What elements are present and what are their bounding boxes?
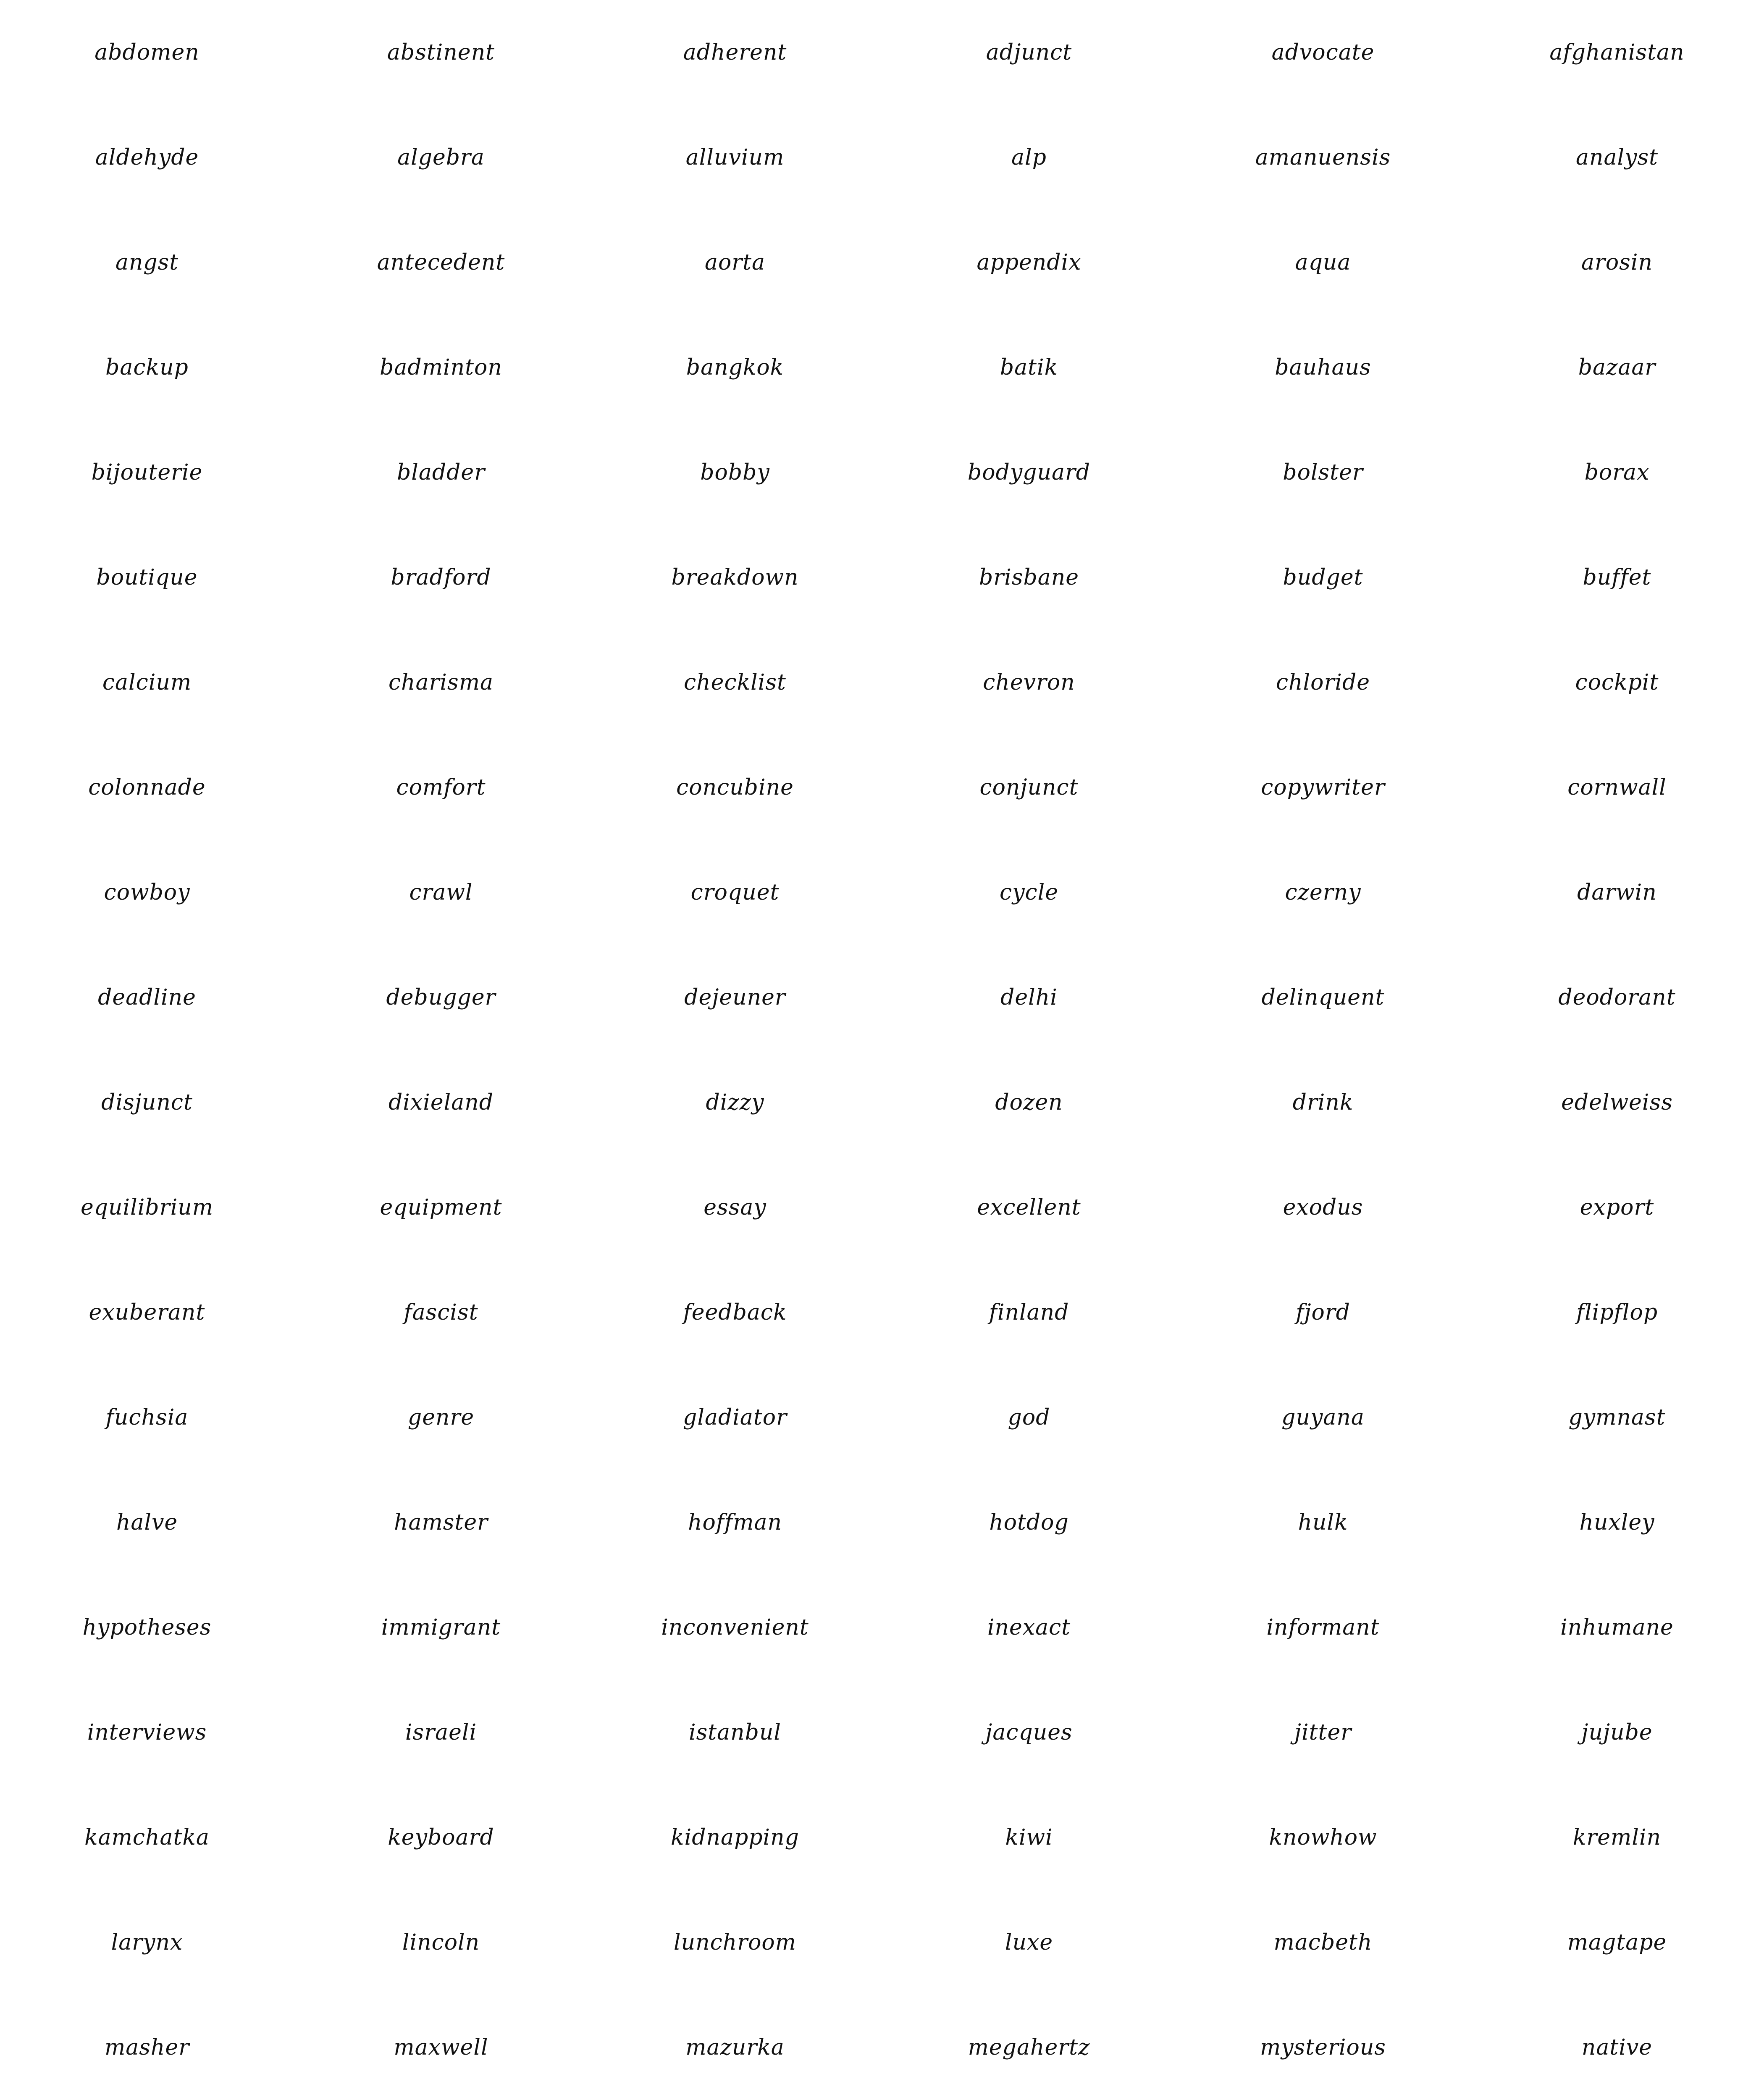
handwritten-word: fjord <box>1296 1300 1350 1325</box>
handwritten-word: excellent <box>977 1195 1081 1220</box>
handwritten-word: magtape <box>1567 1930 1667 1955</box>
handwritten-word: kiwi <box>1005 1825 1053 1850</box>
handwritten-word: fascist <box>404 1300 478 1325</box>
handwritten-word: hamster <box>394 1510 488 1535</box>
handwritten-word: inexact <box>987 1615 1071 1640</box>
handwritten-word: croquet <box>690 880 780 905</box>
handwritten-word: hypotheses <box>82 1615 212 1640</box>
handwritten-word: bangkok <box>686 355 784 380</box>
handwritten-word: angst <box>115 250 179 275</box>
handwritten-word: algebra <box>397 145 485 170</box>
handwritten-word: kidnapping <box>671 1825 799 1850</box>
handwritten-word: alp <box>1011 145 1047 170</box>
handwritten-word: flipflop <box>1576 1300 1658 1325</box>
handwritten-word: kamchatka <box>84 1825 210 1850</box>
handwritten-word: batik <box>1000 355 1058 380</box>
handwritten-word: megahertz <box>968 2035 1090 2060</box>
handwritten-word: badminton <box>380 355 502 380</box>
handwritten-word: antecedent <box>377 250 505 275</box>
handwritten-word: exodus <box>1283 1195 1363 1220</box>
handwritten-word: halve <box>116 1510 178 1535</box>
handwritten-word: aorta <box>704 250 766 275</box>
handwritten-word: czerny <box>1285 880 1361 905</box>
handwritten-word: mysterious <box>1260 2035 1386 2060</box>
handwritten-word: gymnast <box>1568 1405 1666 1430</box>
handwritten-word: analyst <box>1575 145 1659 170</box>
handwritten-word: bradford <box>391 565 491 590</box>
handwritten-word: lincoln <box>402 1930 480 1955</box>
handwritten-word: lunchroom <box>673 1930 796 1955</box>
handwritten-word: fuchsia <box>105 1405 189 1430</box>
handwritten-word: dejeuner <box>684 985 786 1010</box>
handwritten-word: exuberant <box>89 1300 205 1325</box>
handwritten-word: guyana <box>1281 1405 1365 1430</box>
handwritten-word: edelweiss <box>1561 1090 1673 1115</box>
handwritten-word: conjunct <box>979 775 1079 800</box>
handwritten-word: aldehyde <box>95 145 199 170</box>
handwritten-word: masher <box>104 2035 190 2060</box>
handwritten-word: debugger <box>386 985 496 1010</box>
handwritten-word: export <box>1580 1195 1654 1220</box>
handwritten-word: keyboard <box>388 1825 494 1850</box>
handwritten-word: bazaar <box>1578 355 1656 380</box>
handwritten-word: charisma <box>388 670 494 695</box>
handwritten-word: abstinent <box>387 40 495 65</box>
handwritten-word: bladder <box>396 460 486 485</box>
handwritten-word: delinquent <box>1261 985 1385 1010</box>
handwritten-word: essay <box>704 1195 766 1220</box>
handwritten-word: buffet <box>1583 565 1651 590</box>
handwritten-word: adherent <box>683 40 787 65</box>
handwritten-word: bobby <box>700 460 770 485</box>
handwritten-word: huxley <box>1579 1510 1655 1535</box>
handwritten-word: kremlin <box>1572 1825 1662 1850</box>
handwritten-word: calcium <box>102 670 192 695</box>
handwritten-word: inconvenient <box>661 1615 809 1640</box>
handwritten-word: hulk <box>1298 1510 1348 1535</box>
handwritten-word: genre <box>407 1405 475 1430</box>
handwritten-word: hoffman <box>688 1510 782 1535</box>
handwritten-word: israeli <box>405 1720 477 1745</box>
handwritten-word: advocate <box>1271 40 1375 65</box>
handwritten-word: knowhow <box>1269 1825 1377 1850</box>
handwritten-word: breakdown <box>671 565 799 590</box>
handwritten-word: deadline <box>98 985 196 1010</box>
handwritten-word: colonnade <box>88 775 206 800</box>
handwritten-word: comfort <box>396 775 486 800</box>
handwritten-word: budget <box>1283 565 1363 590</box>
handwritten-word: checklist <box>684 670 786 695</box>
handwritten-word: interviews <box>87 1720 207 1745</box>
handwritten-word: deodorant <box>1558 985 1676 1010</box>
handwritten-word: delhi <box>1000 985 1058 1010</box>
handwritten-word: hotdog <box>989 1510 1069 1535</box>
handwritten-word: drink <box>1292 1090 1354 1115</box>
handwritten-word: abdomen <box>94 40 200 65</box>
handwritten-word: maxwell <box>394 2035 488 2060</box>
handwritten-word: cowboy <box>104 880 190 905</box>
handwritten-word: bauhaus <box>1275 355 1371 380</box>
handwritten-word: amanuensis <box>1255 145 1391 170</box>
handwritten-word: jacques <box>985 1720 1073 1745</box>
handwritten-word: immigrant <box>381 1615 501 1640</box>
handwritten-word: istanbul <box>688 1720 782 1745</box>
handwritten-word: arosin <box>1581 250 1653 275</box>
handwritten-word: informant <box>1266 1615 1380 1640</box>
handwritten-word: larynx <box>111 1930 183 1955</box>
handwritten-word: chevron <box>983 670 1075 695</box>
handwritten-word: copywriter <box>1261 775 1385 800</box>
handwritten-word: equipment <box>380 1195 502 1220</box>
handwritten-word: aqua <box>1295 250 1351 275</box>
handwritten-word: jitter <box>1294 1720 1352 1745</box>
handwritten-word: alluvium <box>685 145 785 170</box>
handwritten-word: equilibrium <box>80 1195 214 1220</box>
handwritten-word: finland <box>989 1300 1069 1325</box>
handwritten-word: dizzy <box>706 1090 764 1115</box>
handwritten-word: borax <box>1584 460 1650 485</box>
handwritten-word: bijouterie <box>91 460 203 485</box>
handwritten-word: dixieland <box>388 1090 494 1115</box>
handwritten-word: backup <box>105 355 189 380</box>
handwritten-word: cycle <box>999 880 1059 905</box>
handwritten-word: brisbane <box>979 565 1079 590</box>
handwritten-word: chloride <box>1276 670 1370 695</box>
handwritten-word: native <box>1581 2035 1653 2060</box>
handwritten-word: cornwall <box>1567 775 1667 800</box>
handwritten-word: feedback <box>683 1300 787 1325</box>
handwritten-word: crawl <box>409 880 473 905</box>
handwritten-word: luxe <box>1005 1930 1053 1955</box>
handwritten-word: adjunct <box>986 40 1072 65</box>
handwritten-word: concubine <box>676 775 794 800</box>
handwritten-word: bolster <box>1283 460 1363 485</box>
handwritten-word: disjunct <box>101 1090 193 1115</box>
handwritten-word: gladiator <box>683 1405 787 1430</box>
handwritten-word: boutique <box>96 565 198 590</box>
handwritten-word: inhumane <box>1560 1615 1674 1640</box>
handwritten-word: jujube <box>1581 1720 1653 1745</box>
handwritten-word: cockpit <box>1575 670 1659 695</box>
handwritten-word: mazurka <box>685 2035 785 2060</box>
handwritten-word: dozen <box>995 1090 1063 1115</box>
handwritten-word: macbeth <box>1273 1930 1373 1955</box>
handwritten-word: bodyguard <box>967 460 1091 485</box>
handwritten-word: god <box>1008 1405 1050 1430</box>
handwritten-word: darwin <box>1577 880 1657 905</box>
handwritten-word: afghanistan <box>1549 40 1685 65</box>
handwritten-word: appendix <box>976 250 1082 275</box>
